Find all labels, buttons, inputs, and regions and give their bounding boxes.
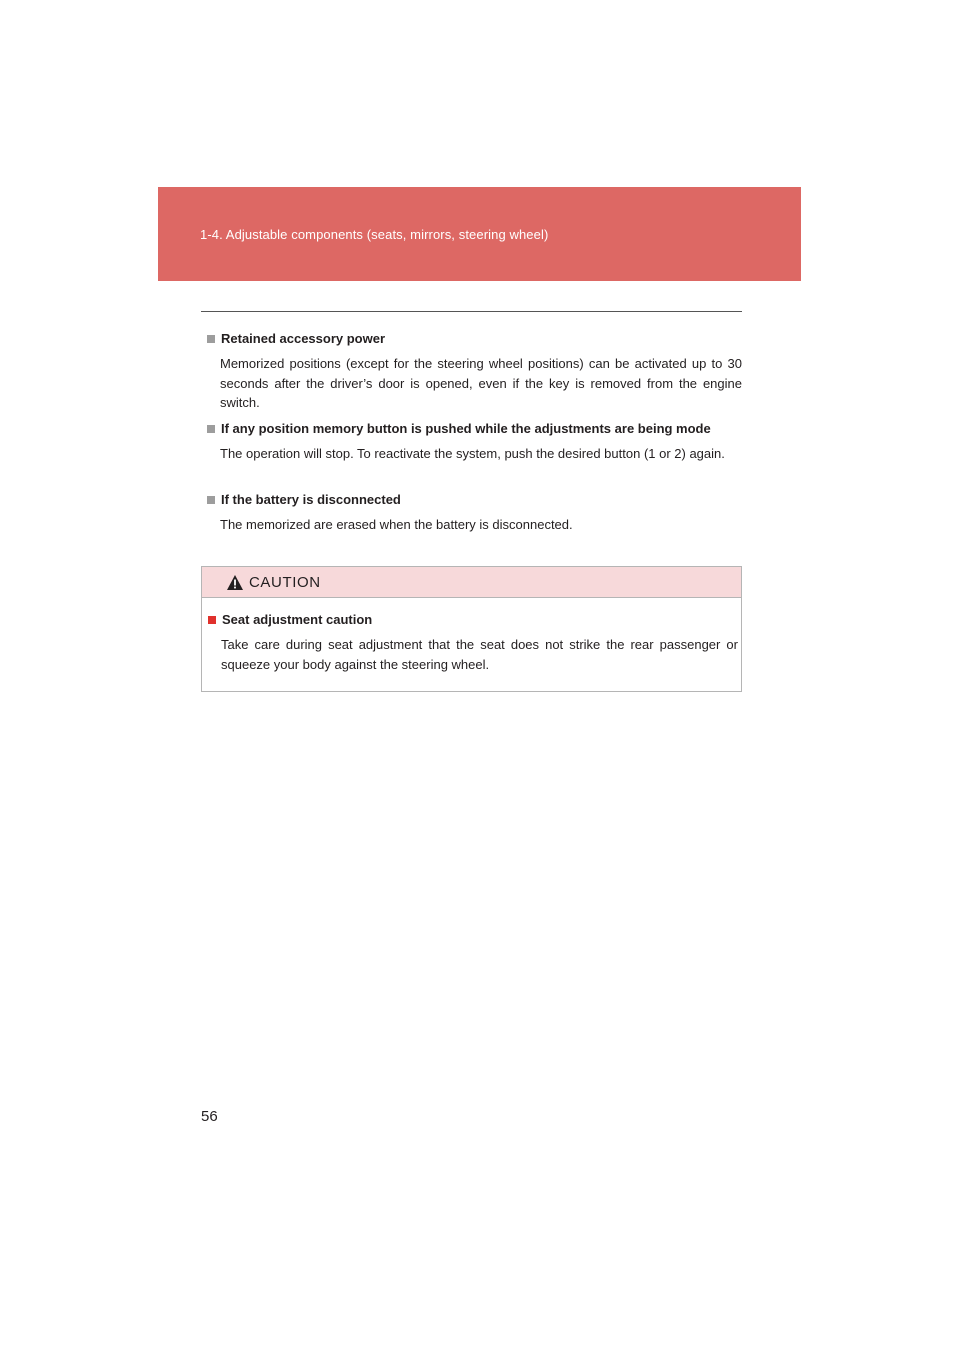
caution-header <box>202 567 741 598</box>
chapter-title: 1-4. Adjustable components (seats, mirrors, steering wheel) <box>200 227 549 242</box>
section-heading: If the battery is disconnected <box>221 492 401 507</box>
top-divider <box>201 311 742 312</box>
caution-section <box>208 612 738 674</box>
bullet-square-icon <box>207 496 215 504</box>
warning-triangle-icon <box>227 575 243 590</box>
caution-label: CAUTION <box>249 573 321 591</box>
section-body: The memorized are erased when the battery is disconnected. <box>220 517 573 532</box>
section-body: Memorized positions (except for the steering wheel positions) can be activated up to 30 seconds after the driver’s door is opened, even if the key is removed from the engine switch. <box>220 356 742 410</box>
section-retained-accessory-power <box>207 331 742 413</box>
bullet-square-icon <box>208 616 216 624</box>
bullet-square-icon <box>207 425 215 433</box>
chapter-header <box>158 187 801 281</box>
section-heading: Retained accessory power <box>221 331 386 346</box>
bullet-square-icon <box>207 335 215 343</box>
section-battery-disconnected <box>207 492 742 535</box>
section-heading: If any position memory button is pushed while the adjustments are being mode <box>221 421 711 436</box>
section-body: The operation will stop. To reactivate the system, push the desired button (1 or 2) again. <box>220 446 725 461</box>
section-memory-button-pushed <box>207 421 742 464</box>
page-number: 56 <box>201 1108 218 1125</box>
caution-heading: Seat adjustment caution <box>222 612 373 627</box>
caution-box <box>201 566 742 692</box>
caution-body: Take care during seat adjustment that the seat does not strike the rear passenger or squeeze your body against the steering wheel. <box>221 637 738 672</box>
